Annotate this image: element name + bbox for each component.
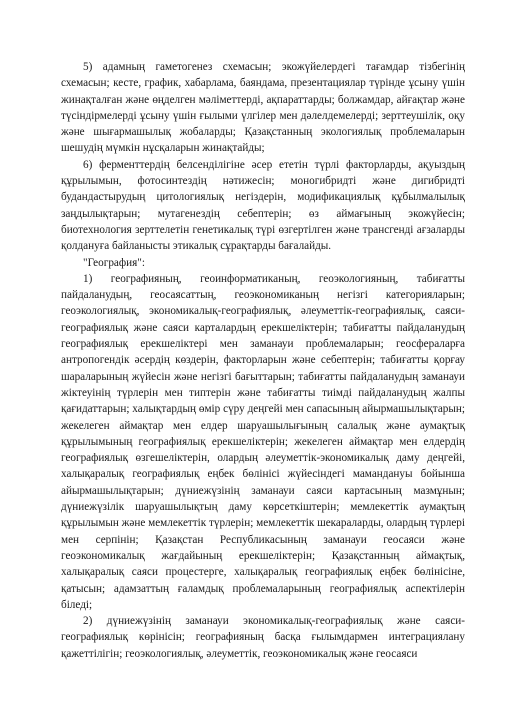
section-heading-geography: "География":	[83, 256, 145, 269]
paragraph-item-5: 5) адамның гаметогенез схемасын; экожүйелердегі тағамдар тізбегінің схемасын; кесте, график, хабарлама, баяндама, презентациялар түрінде ұсыну үшін жинақталған және өңделген мәліметтерді, ақпараттарды; болжамдар, айғақтар және түсіндірмелерді ұсыну үшін ғылыми үлгілер мен дәлелдемелерді; зерттеушілік, оқу және шығармашылық жобаларды; Қазақстанның экологиялық проблемаларын шешудің мүмкін нұсқаларын жинақтайды;	[61, 61, 465, 155]
paragraph-item-6: 6) ферменттердің белсенділігіне әсер ететін түрлі факторларды, ақуыздың құрылымын, фотосинтездің нәтижесін; моногибридті және дигибридті будандастырудың цитологиялық негіздерін, модификациялық құбылмалылық заңдылықтарын; мутагенездің себептерін; өз аймағының экожүйесін; биотехнология зерттелетін генетикалық түрі өзгертілген және трансгенді ағзаларды қолдануға байланысты этикалық сұрақтарды бағалайды.	[61, 158, 465, 253]
paragraph-item-1: 1) географияның, геоинформатиканың, геоэкологияның, табиғатты пайдаланудың, геосаясаттың, геоэкономиканың негізгі категорияларын; геоэкологиялық, экономикалық-географиялық, әлеуметтік-географиялық, саяси-географиялық және саяси карталардың ерекшеліктерін; табиғатты пайдаланудың географиялық ерекшеліктері мен заманауи проблемаларын; геосфераларға антропогендік әсердің көздерін, факторларын және себептерін; табиғатты қорғау шараларының жүйесін және негізгі бағыттарын; табиғатты пайдаланудың заманауи жіктеуінің түрлерін мен типтерін және табиғатты тиімді пайдаланудың жалпы қағидаттарын; халықтардың өмір сүру деңгейі мен сапасының айырмашылықтарын; жекелеген аймақтар мен елдер шаруашылығының салалық және аумақтық құрылымының географиялық ерекшеліктерін; жекелеген аймақтар мен елдердің географиялық өзгешеліктерін, олардың әлеуметтік-экономикалық даму деңгейі, халықаралық географиялық еңбек бөлінісі жүйесіндегі мамандануы бойынша айырмашылықтарын; дүниежүзінің заманауи саяси картасының мазмұнын; дүниежүзілік шаруашылықтың даму көрсеткіштерін; мемлекеттік аумақтың құрылымын және мемлекеттік түрлерін; мемлекеттік шекараларды, олардың түрлері мен серпінін; Қазақстан Республикасының заманауи геосаяси және геоэкономикалық жағдайының ерекшеліктерін; Қазақстанның аймақтық, халықаралық саяси процестерге, халықаралық географиялық еңбек бөлінісіне, қатысын; адамзаттың ғаламдық проблемаларының географиялық аспектілерін біледі;	[61, 272, 465, 611]
paragraph-item-2: 2) дүниежүзінің заманауи экономикалық-географиялық және саяси-географиялық көрінісін; географияның басқа ғылымдармен интеграциялану қажеттілігін; геоэкологиялық, әлеуметтік, геоэкономикалық және геосаяси	[61, 615, 465, 660]
document-body	[61, 59, 465, 662]
